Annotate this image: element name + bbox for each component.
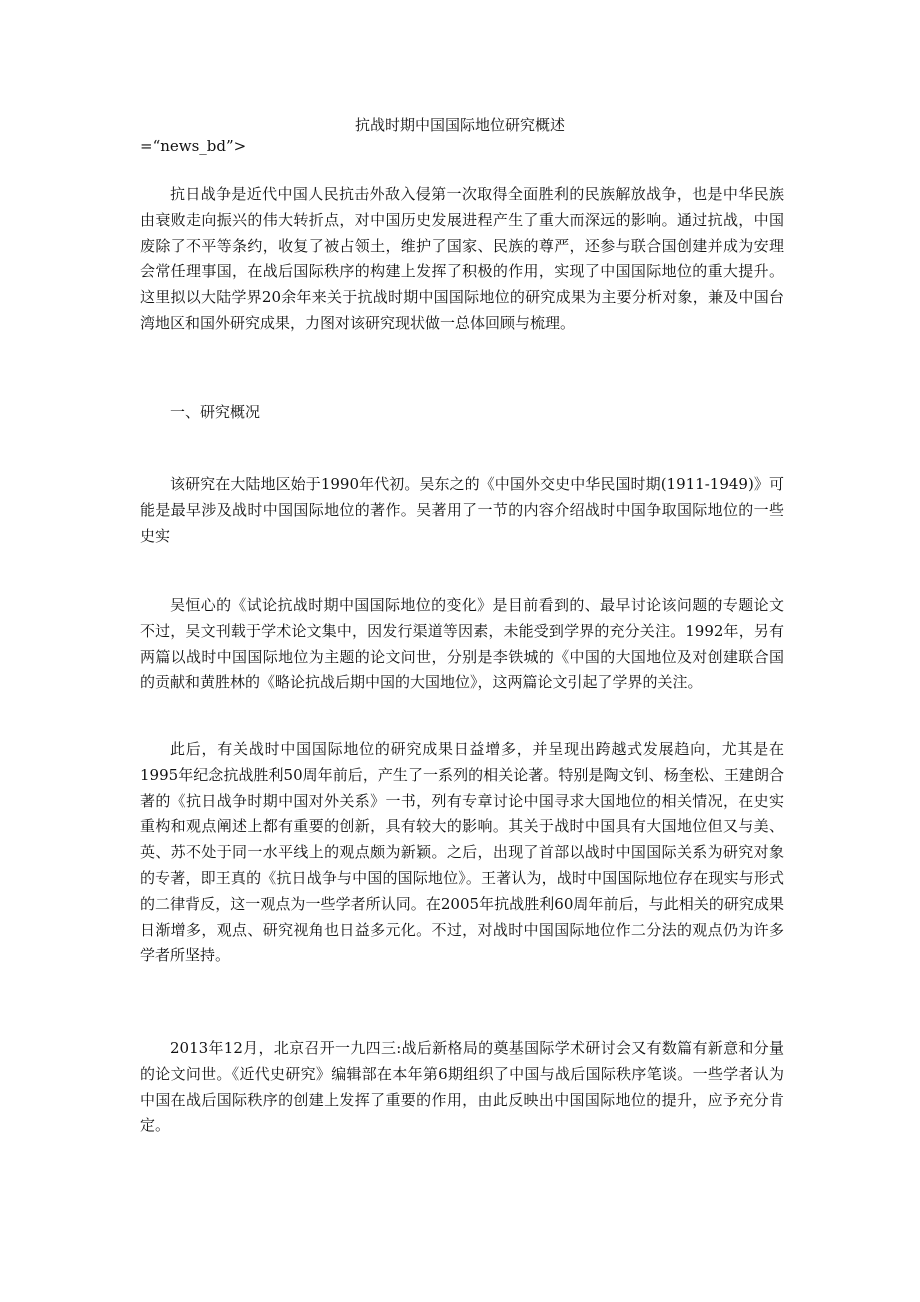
section-heading: 一、研究概况 bbox=[170, 403, 261, 421]
body-paragraph-4: 2013年12月，北京召开一九四三:战后新格局的奠基国际学术研讨会又有数篇有新意和分量的论文问世。《近代史研究》编辑部在本年第6期组织了中国与战后国际秩序笔谈。一些学者认为中国在战后国际秩序的创建上发挥了重要的作用，由此反映出中国国际地位的提升，应予充分肯定。 bbox=[140, 1039, 784, 1135]
document-title: 抗战时期中国国际地位研究概述 bbox=[354, 116, 565, 134]
intro-paragraph: 抗日战争是近代中国人民抗击外敌入侵第一次取得全面胜利的民族解放战争，也是中华民族由衰败走向振兴的伟大转折点，对中国历史发展进程产生了重大而深远的影响。通过抗战，中国废除了不平等条约，收复了被占领土，维护了国家、民族的尊严，还参与联合国创建并成为安理会常任理事国，在战后国际秩序的构建上发挥了积极的作用，实现了中国国际地位的重大提升。这里拟以大陆学界20余年来关于抗战时期中国国际地位的研究成果为主要分析对象，兼及中国台湾地区和国外研究成果，力图对该研究现状做一总体回顾与梳理。 bbox=[140, 185, 784, 332]
body-paragraph-1: 该研究在大陆地区始于1990年代初。吴东之的《中国外交史中华民国时期(1911-1949)》可能是最早涉及战时中国国际地位的著作。吴著用了一节的内容介绍战时中国争取国际地位的一些史实 bbox=[140, 475, 784, 545]
body-paragraph-2: 吴恒心的《试论抗战时期中国国际地位的变化》是目前看到的、最早讨论该问题的专题论文不过，吴文刊载于学术论文集中，因发行渠道等因素，未能受到学界的充分关注。1992年，另有两篇以战时中国国际地位为主题的论文问世，分别是李铁城的《中国的大国地位及对创建联合国的贡献和黄胜林的《略论抗战后期中国的大国地位》，这两篇论文引起了学界的关注。 bbox=[140, 596, 784, 692]
code-fragment-text: =“news_bd”> bbox=[140, 137, 247, 155]
body-paragraph-3: 此后，有关战时中国国际地位的研究成果日益增多，并呈现出跨越式发展趋向，尤其是在1995年纪念抗战胜利50周年前后，产生了一系列的相关论著。特别是陶文钊、杨奎松、王建朗合著的《抗日战争时期中国对外关系》一书，列有专章讨论中国寻求大国地位的相关情况，在史实重构和观点阐述上都有重要的创新，具有较大的影响。其关于战时中国具有大国地位但又与美、英、苏不处于同一水平线上的观点颇为新颖。之后，出现了首部以战时中国国际关系为研究对象的专著，即王真的《抗日战争与中国的国际地位》。王著认为，战时中国国际地位存在现实与形式的二律背反，这一观点为一些学者所认同。在2005年抗战胜利60周年前后，与此相关的研究成果日渐增多，观点、研究视角也日益多元化。不过，对战时中国国际地位作二分法的观点仍为许多学者所坚持。 bbox=[140, 740, 784, 965]
